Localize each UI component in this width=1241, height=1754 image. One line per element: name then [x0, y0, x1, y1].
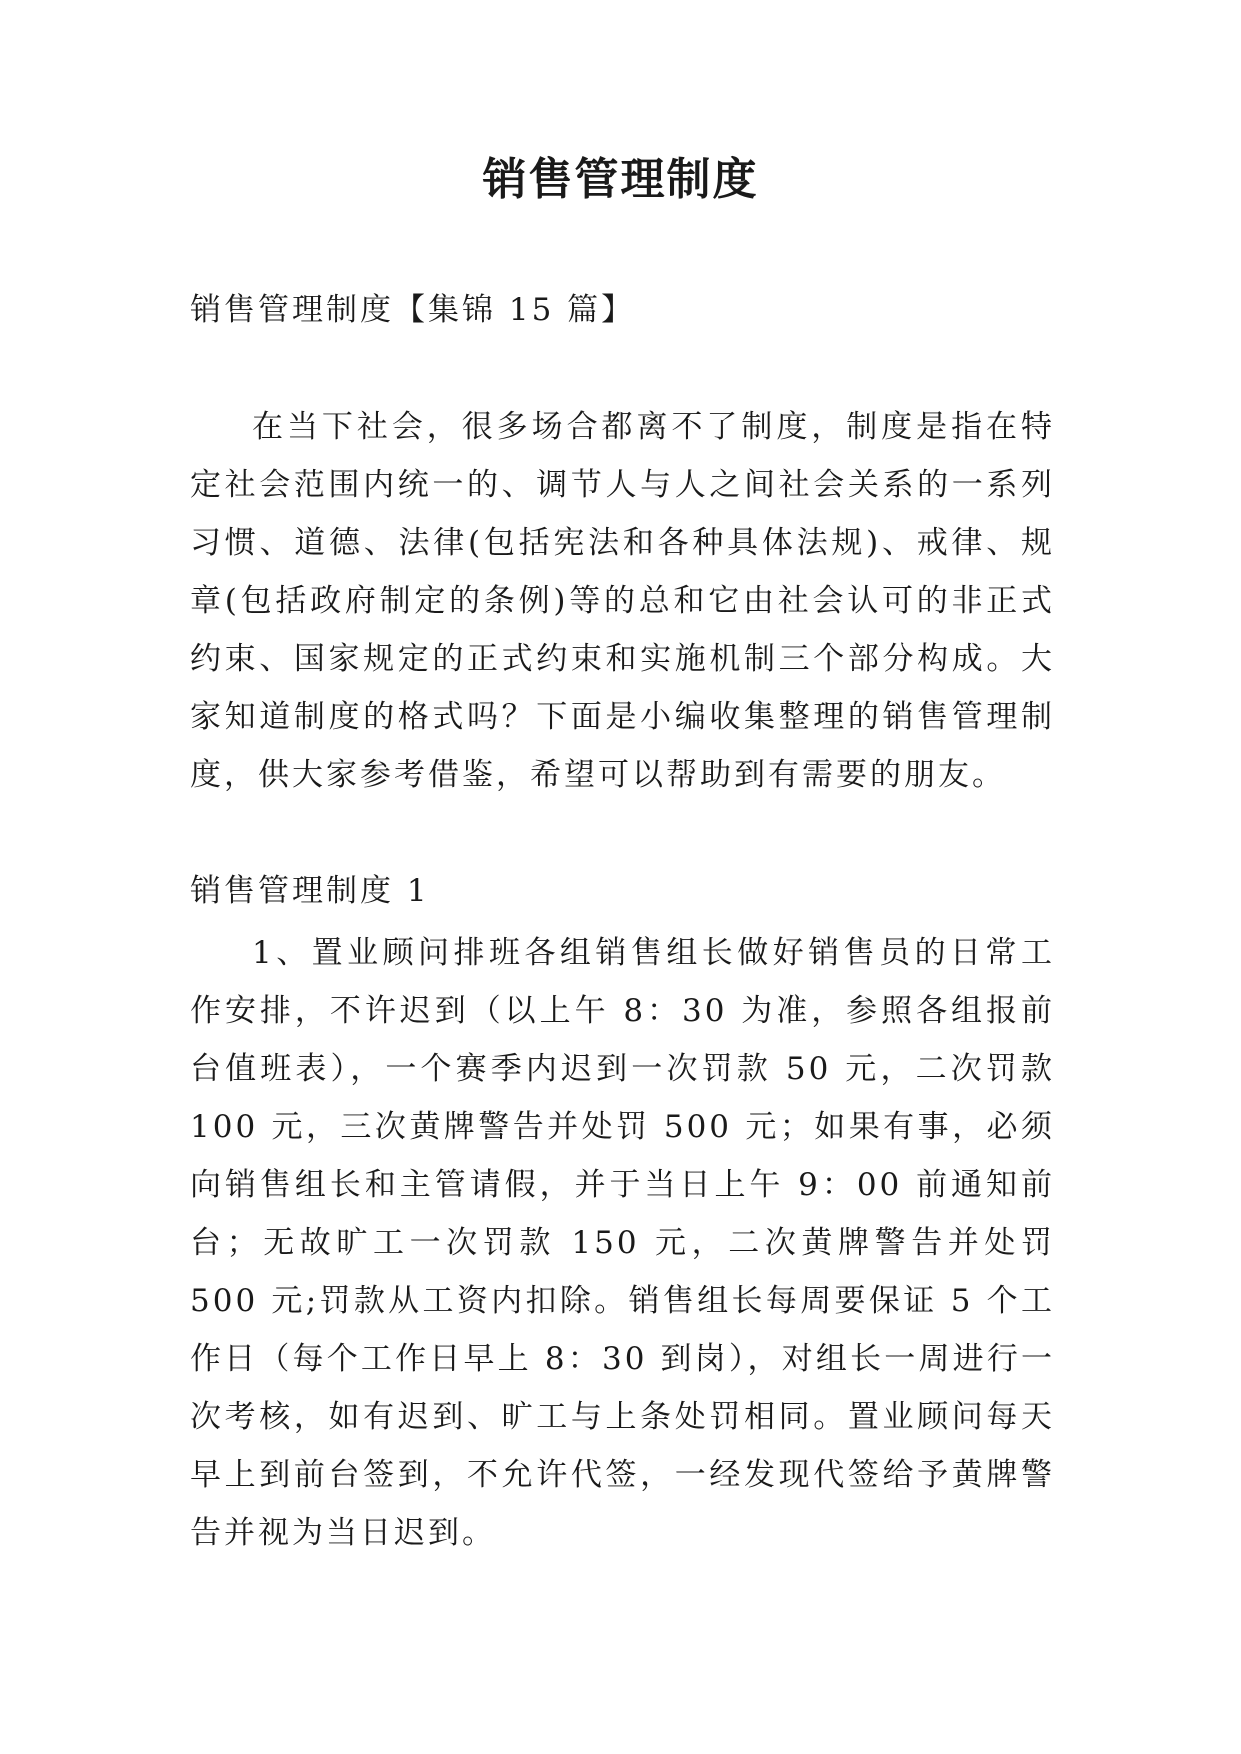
document-title: 销售管理制度 [482, 154, 759, 205]
document-subtitle: 销售管理制度【集锦 15 篇】 [190, 292, 636, 328]
section-heading: 销售管理制度 1 [190, 873, 430, 909]
section-paragraph: 1、置业顾问排班各组销售组长做好销售员的日常工作安排，不许迟到（以上午 8：30 为准，参照各组报前台值班表），一个赛季内迟到一次罚款 50 元，二次罚款 100 元，三次黄牌警告并处罚 500 元；如果有事，必须向销售组长和主管请假，并于当日上午 9：00 前通知前台；无故旷工一次罚款 150 元，二次黄牌警告并处罚 500 元;罚款从工资内扣除。销售组长每周要保证 5 个工作日（每个工作日早上 8：30 到岗），对组长一周进行一次考核，如有迟到、旷工与上条处罚相同。置业顾问每天早上到前台签到，不允许代签，一经发现代签给予黄牌警告并视为当日迟到。 [190, 935, 1055, 1551]
intro-paragraph: 在当下社会，很多场合都离不了制度，制度是指在特定社会范围内统一的、调节人与人之间社会关系的一系列习惯、道德、法律(包括宪法和各种具体法规)、戒律、规章(包括政府制定的条例)等的总和它由社会认可的非正式约束、国家规定的正式约束和实施机制三个部分构成。大家知道制度的格式吗？下面是小编收集整理的销售管理制度，供大家参考借鉴，希望可以帮助到有需要的朋友。 [190, 409, 1055, 793]
